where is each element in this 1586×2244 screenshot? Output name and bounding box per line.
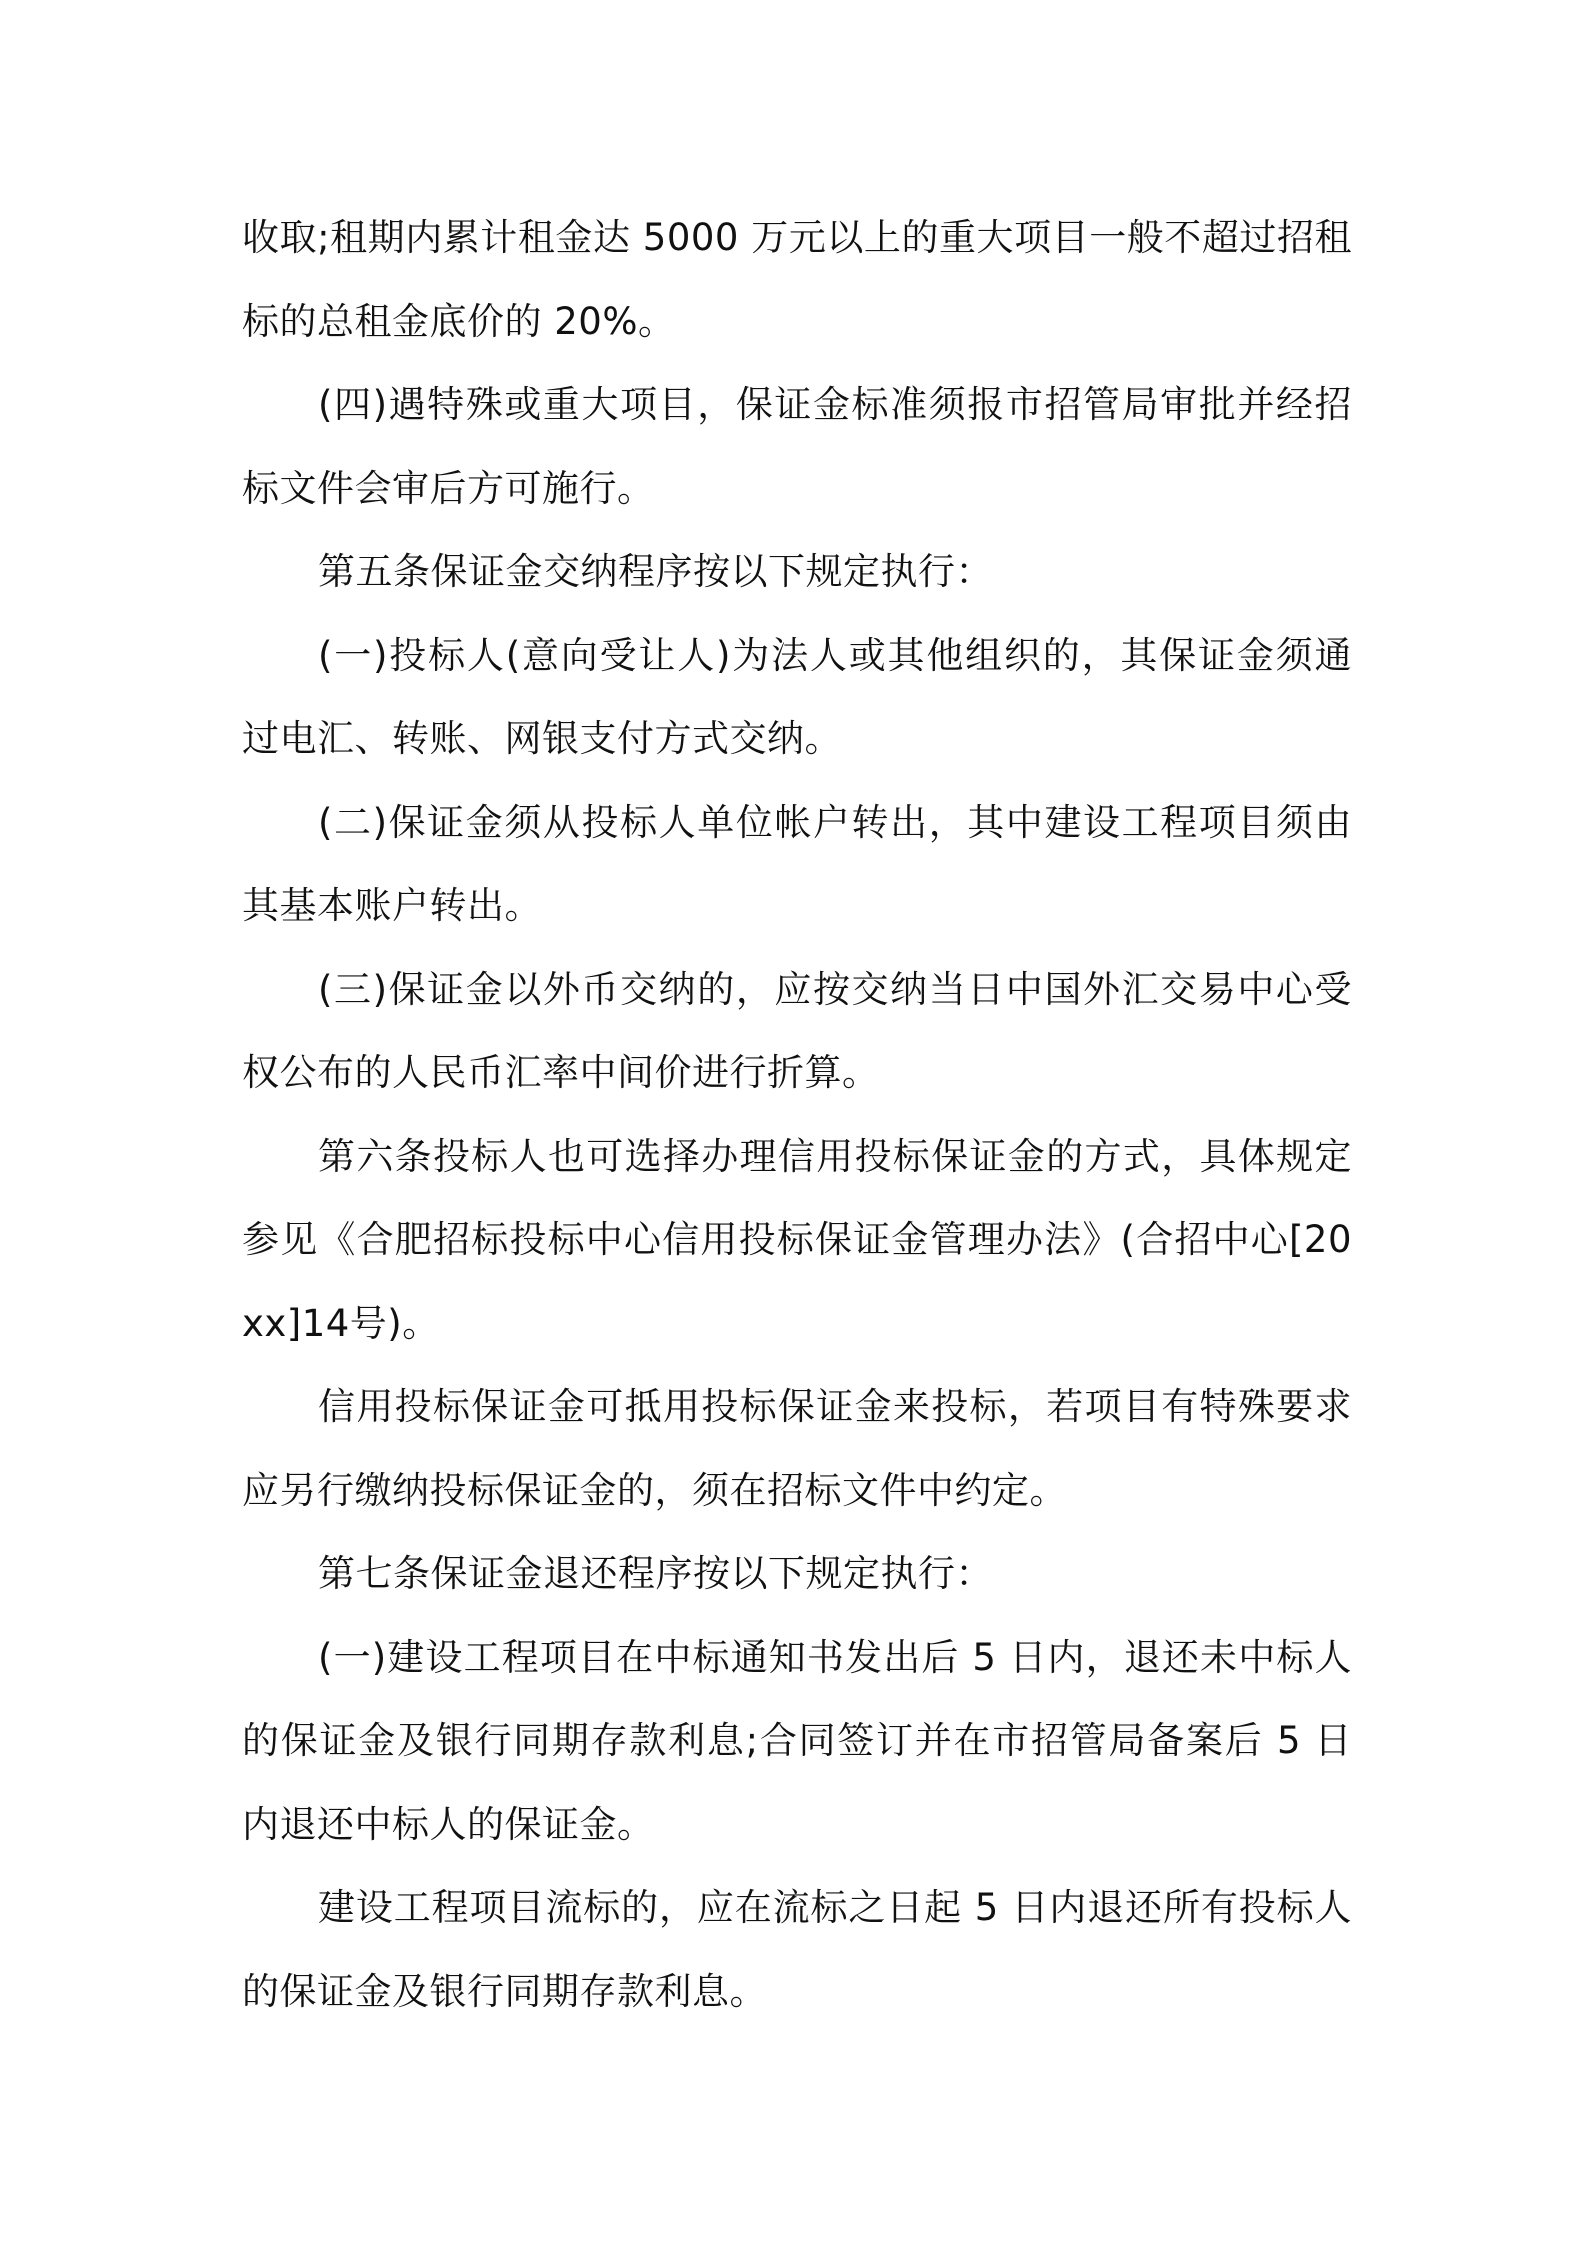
paragraph-11: 建设工程项目流标的，应在流标之日起 5 日内退还所有投标人的保证金及银行同期存款利息。 (242, 1886, 1352, 2013)
paragraph-6: (三)保证金以外币交纳的，应按交纳当日中国外汇交易中心受权公布的人民币汇率中间价进行折算。 (242, 967, 1352, 1094)
document-page (242, 196, 1352, 2033)
paragraph-1: 收取;租期内累计租金达 5000 万元以上的重大项目一般不超过招租标的总租金底价的 20%。 (242, 216, 1352, 343)
paragraph-7: 第六条投标人也可选择办理信用投标保证金的方式，具体规定参见《合肥招标投标中心信用投标保证金管理办法》(合招中心[20xx]14号)。 (242, 1134, 1352, 1345)
paragraph-9: 第七条保证金退还程序按以下规定执行： (318, 1552, 993, 1595)
paragraph-5: (二)保证金须从投标人单位帐户转出，其中建设工程项目须由其基本账户转出。 (242, 800, 1352, 927)
paragraph-2: (四)遇特殊或重大项目，保证金标准须报市招管局审批并经招标文件会审后方可施行。 (242, 383, 1352, 510)
paragraph-4: (一)投标人(意向受让人)为法人或其他组织的，其保证金须通过电汇、转账、网银支付方式交纳。 (242, 633, 1352, 760)
paragraph-3: 第五条保证金交纳程序按以下规定执行： (318, 550, 993, 593)
paragraph-8: 信用投标保证金可抵用投标保证金来投标，若项目有特殊要求应另行缴纳投标保证金的，须在招标文件中约定。 (242, 1385, 1352, 1512)
paragraph-10: (一)建设工程项目在中标通知书发出后 5 日内，退还未中标人的保证金及银行同期存款利息;合同签订并在市招管局备案后 5 日内退还中标人的保证金。 (242, 1635, 1352, 1846)
